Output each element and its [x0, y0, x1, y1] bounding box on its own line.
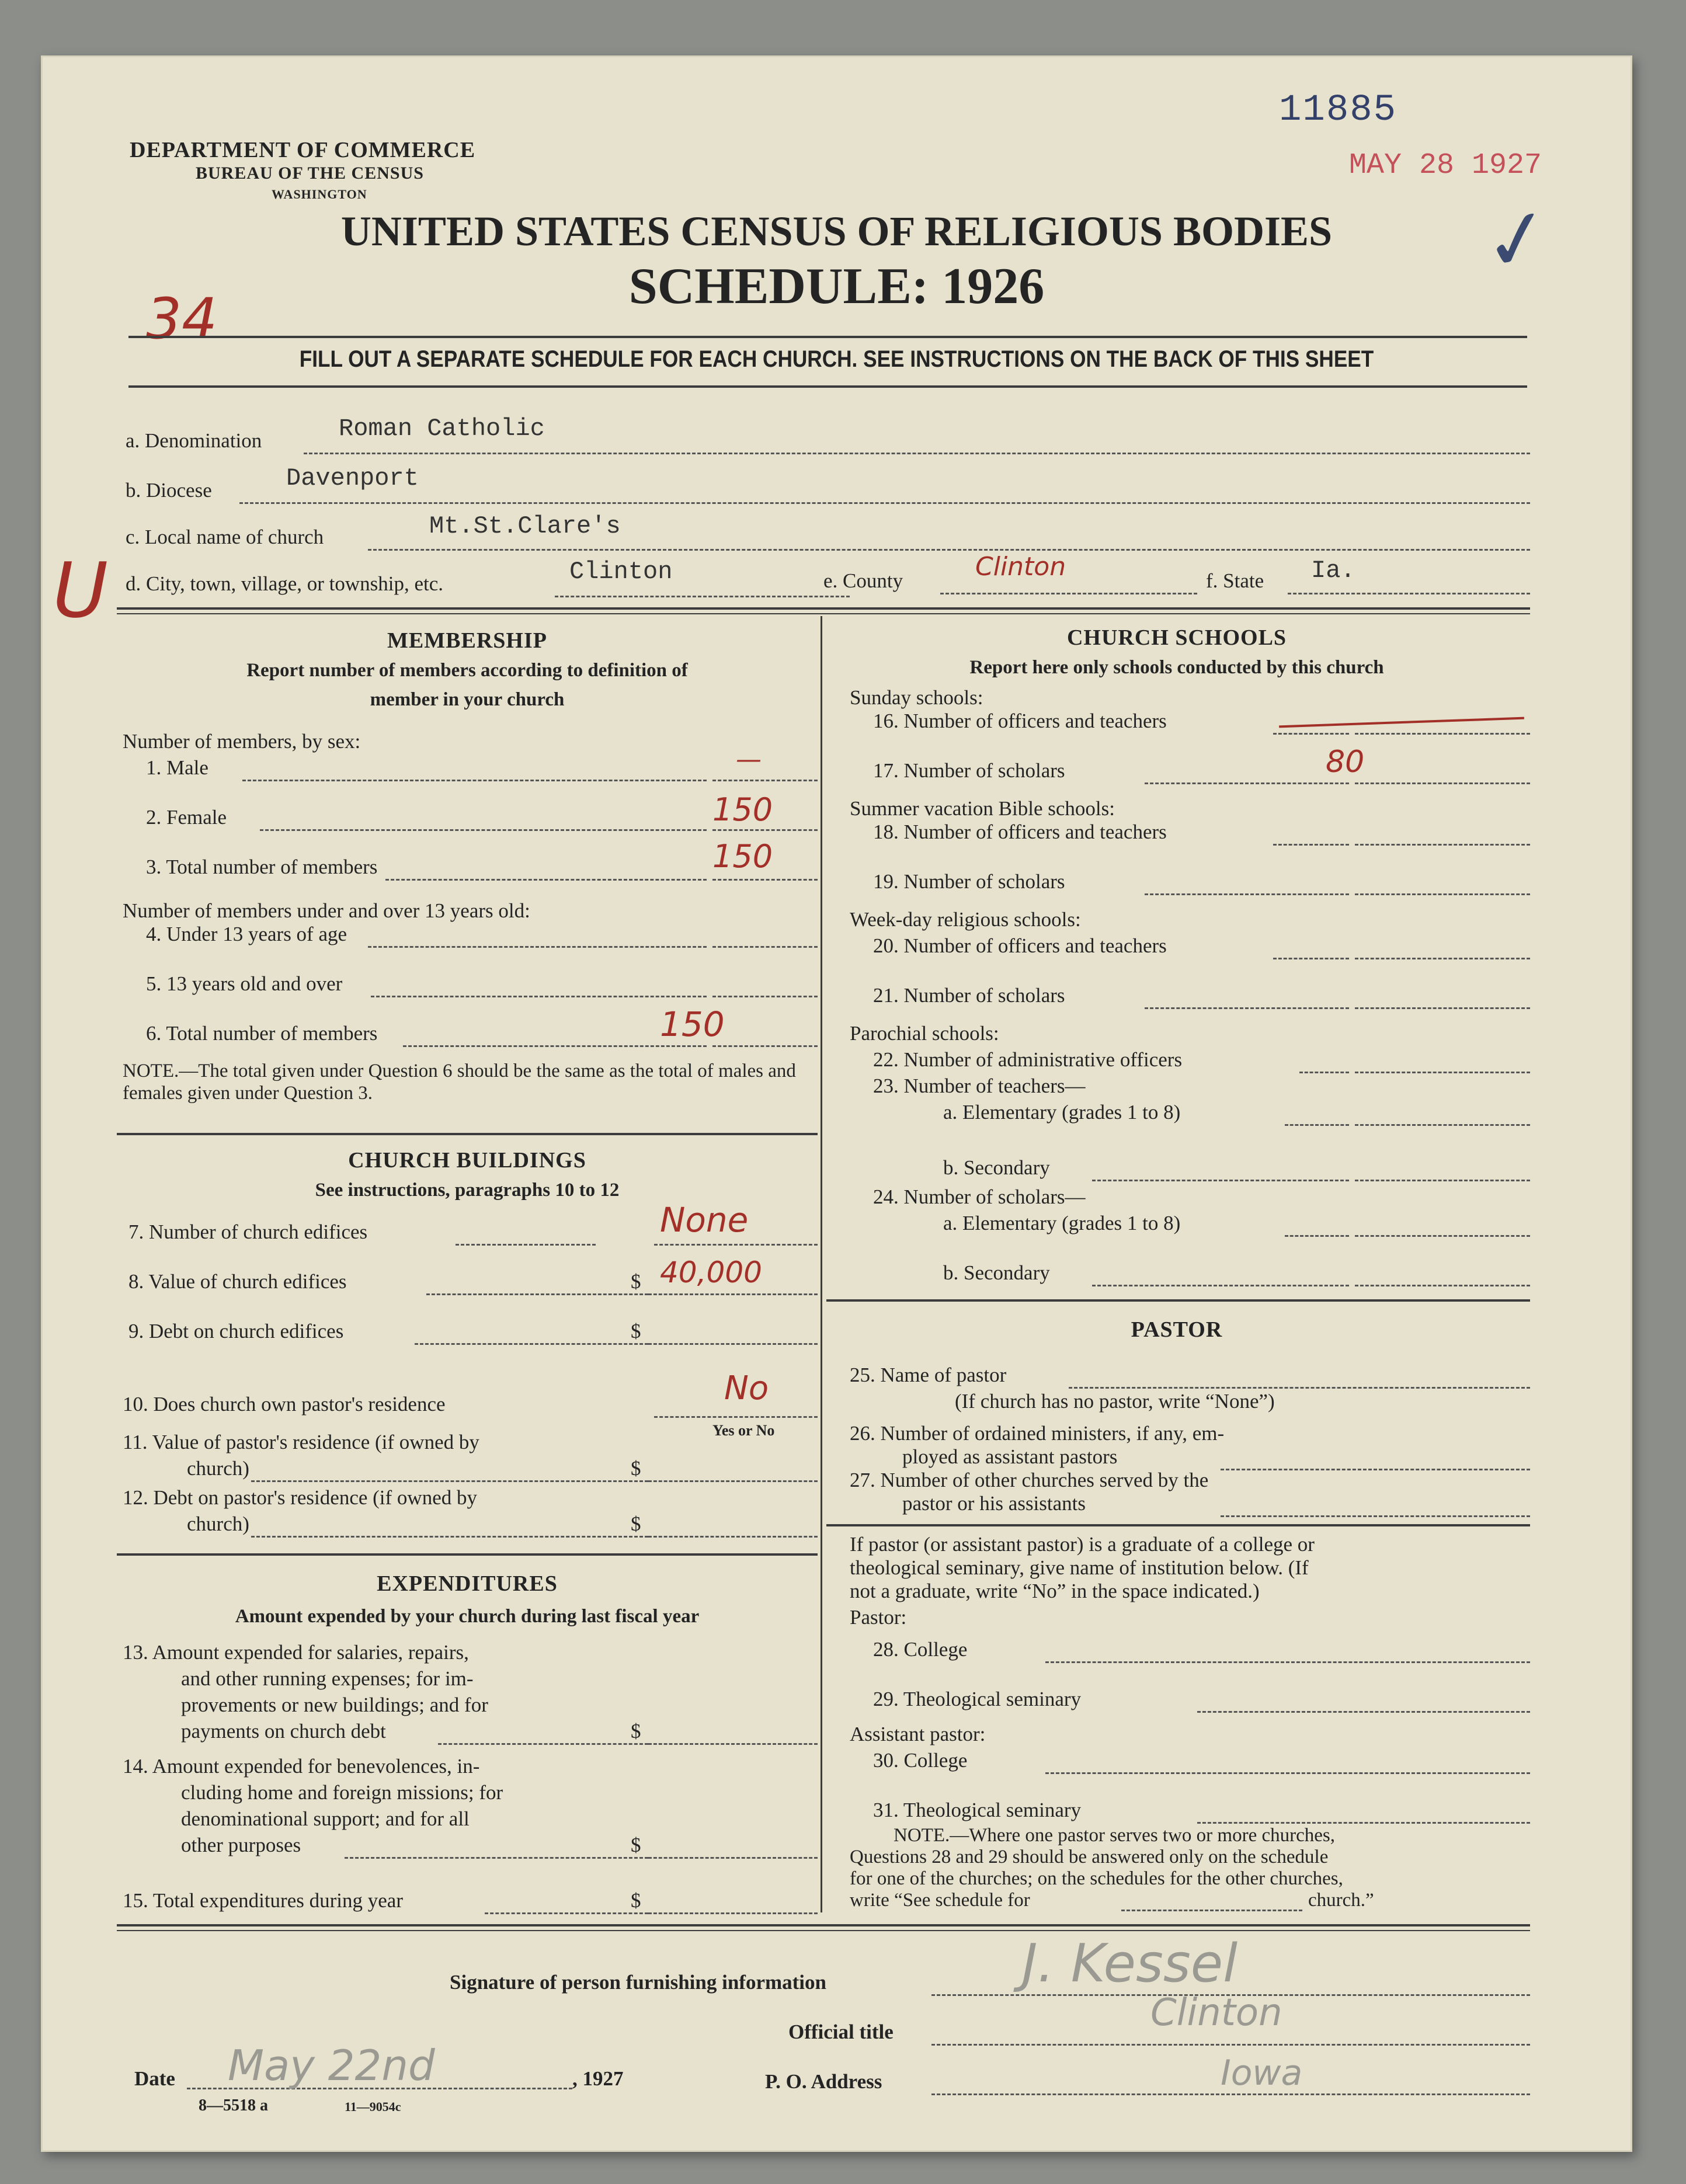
q18-label: 18. Number of officers and teachers	[873, 820, 1167, 843]
q15-label: 15. Total expenditures during year	[123, 1889, 403, 1912]
pastor-note-2: Questions 28 and 29 should be answered only on the schedule	[850, 1846, 1329, 1867]
church-name-label: c. Local name of church	[126, 526, 324, 548]
q20-label: 20. Number of officers and teachers	[873, 934, 1167, 957]
expenditures-heading: EXPENDITURES	[377, 1571, 558, 1596]
q9-dollar: $	[631, 1320, 641, 1343]
census-schedule-sheet	[41, 55, 1632, 2152]
q9-label: 9. Debt on church edifices	[128, 1320, 344, 1343]
weekday-schools-label: Week-day religious schools:	[850, 908, 1081, 931]
q8-label: 8. Value of church edifices	[128, 1270, 347, 1293]
graduate-instruction-3: not a graduate, write “No” in the space indicated.)	[850, 1580, 1260, 1602]
q16-label: 16. Number of officers and teachers	[873, 710, 1167, 732]
q11-label-2: church)	[187, 1457, 249, 1480]
q14-label-1: 14. Amount expended for benevolences, in-	[123, 1755, 480, 1778]
graduate-instruction-2: theological seminary, give name of institution below. (If	[850, 1556, 1309, 1579]
q6-label: 6. Total number of members	[146, 1022, 378, 1045]
q2-value[interactable]: 150	[712, 791, 773, 828]
membership-note: NOTE.—The total given under Question 6 should be the same as the total of males and females given under Question 3.	[123, 1060, 796, 1104]
q17-label: 17. Number of scholars	[873, 759, 1065, 782]
q13-label-3: provements or new buildings; and for	[181, 1693, 488, 1716]
q11-label-1: 11. Value of pastor's residence (if owned by	[123, 1431, 479, 1453]
q14-label-2: cluding home and foreign missions; for	[181, 1781, 503, 1804]
state-label: f. State	[1206, 569, 1264, 592]
pastor-note-3: for one of the churches; on the schedules for the other churches,	[850, 1868, 1343, 1889]
q5-label: 5. 13 years old and over	[146, 972, 343, 995]
q12-label-1: 12. Debt on pastor's residence (if owned by	[123, 1486, 477, 1509]
buildings-heading: CHURCH BUILDINGS	[348, 1148, 586, 1173]
page-mark: 34	[146, 286, 218, 352]
q13-label-1: 13. Amount expended for salaries, repairs,	[123, 1641, 469, 1664]
parochial-schools-label: Parochial schools:	[850, 1022, 999, 1045]
q27-label-1: 27. Number of other churches served by the	[850, 1469, 1209, 1491]
q14-label-4: other purposes	[181, 1834, 301, 1856]
q13-label-4: payments on church debt	[181, 1720, 386, 1743]
q25-label: 25. Name of pastor	[850, 1364, 1007, 1386]
county-label: e. County	[823, 569, 903, 592]
q13-label-2: and other running expenses; for im-	[181, 1667, 474, 1690]
q7-label: 7. Number of church edifices	[128, 1220, 368, 1243]
date-year: , 1927	[572, 2067, 624, 2090]
dept-name: DEPARTMENT OF COMMERCE	[130, 138, 476, 162]
q1-value[interactable]: —	[736, 745, 762, 774]
denomination-label: a. Denomination	[126, 429, 262, 452]
q14-dollar: $	[631, 1834, 641, 1856]
expenditures-sub: Amount expended by your church during last fiscal year	[235, 1606, 700, 1627]
po-address-value[interactable]: Iowa	[1221, 2053, 1303, 2093]
separate-schedule-instruction: FILL OUT A SEPARATE SCHEDULE FOR EACH CHURCH. SEE INSTRUCTIONS ON THE BACK OF THIS SHEET	[299, 346, 1374, 372]
q26-label-2: ployed as assistant pastors	[902, 1445, 1118, 1468]
signature-value[interactable]: J. Kessel	[1022, 1933, 1238, 1994]
q25-hint: (If church has no pastor, write “None”)	[955, 1390, 1275, 1413]
q6-value[interactable]: 150	[660, 1004, 725, 1044]
schools-heading: CHURCH SCHOOLS	[1066, 625, 1287, 650]
pastor-note-1: NOTE.—Where one pastor serves two or more churches,	[894, 1825, 1335, 1846]
q24b-label: b. Secondary	[943, 1261, 1050, 1284]
q26-label-1: 26. Number of ordained ministers, if any, em-	[850, 1422, 1225, 1445]
pastor-label: Pastor:	[850, 1606, 907, 1629]
q15-dollar: $	[631, 1889, 641, 1912]
q23-label: 23. Number of teachers—	[873, 1074, 1086, 1097]
q22-label: 22. Number of administrative officers	[873, 1048, 1183, 1071]
members-by-age-label: Number of members under and over 13 years old:	[123, 899, 530, 922]
q24-label: 24. Number of scholars—	[873, 1185, 1086, 1208]
q12-dollar: $	[631, 1512, 641, 1535]
membership-intro-2: member in your church	[370, 689, 565, 710]
church-name-value[interactable]: Mt.St.Clare's	[429, 512, 621, 540]
summer-schools-label: Summer vacation Bible schools:	[850, 797, 1115, 820]
q17-value[interactable]: 80	[1326, 745, 1365, 780]
check-mark-icon: ✓	[1476, 190, 1560, 291]
q24a-label: a. Elementary (grades 1 to 8)	[943, 1212, 1181, 1234]
q8-dollar: $	[631, 1270, 641, 1293]
diocese-label: b. Diocese	[126, 479, 212, 502]
q10-hint: Yes or No	[712, 1422, 775, 1439]
sunday-schools-label: Sunday schools:	[850, 686, 983, 709]
schools-sub: Report here only schools conducted by this church	[969, 657, 1384, 678]
q19-label: 19. Number of scholars	[873, 870, 1065, 893]
form-number-1: 8—5518 a	[199, 2096, 268, 2115]
state-value[interactable]: Ia.	[1311, 557, 1355, 585]
pastor-note-4: write “See schedule for	[850, 1890, 1030, 1911]
q3-label: 3. Total number of members	[146, 855, 378, 878]
stamp-date: MAY 28 1927	[1349, 149, 1542, 182]
city-value[interactable]: Clinton	[569, 558, 673, 586]
stamp-number: 11885	[1279, 89, 1398, 131]
q28-label: 28. College	[873, 1638, 968, 1661]
q12-label-2: church)	[187, 1512, 249, 1535]
q10-label: 10. Does church own pastor's residence	[123, 1393, 446, 1416]
buildings-sub: See instructions, paragraphs 10 to 12	[315, 1180, 620, 1201]
form-number-2: 11—9054c	[345, 2099, 401, 2114]
q14-label-3: denominational support; and for all	[181, 1807, 470, 1830]
pastor-note-4b: church.”	[1308, 1890, 1374, 1911]
margin-mark: U	[53, 546, 109, 635]
county-value[interactable]: Clinton	[975, 552, 1066, 582]
q3-value[interactable]: 150	[712, 838, 773, 875]
date-value[interactable]: May 22nd	[228, 2041, 435, 2090]
q8-value[interactable]: 40,000	[660, 1256, 762, 1289]
q27-label-2: pastor or his assistants	[902, 1492, 1086, 1515]
diocese-value[interactable]: Davenport	[286, 464, 419, 492]
q4-label: 4. Under 13 years of age	[146, 923, 347, 945]
q21-label: 21. Number of scholars	[873, 984, 1065, 1007]
city-label: d. City, town, village, or township, etc.	[126, 572, 444, 595]
q13-dollar: $	[631, 1720, 641, 1743]
q10-value[interactable]: No	[724, 1369, 769, 1407]
q11-dollar: $	[631, 1457, 641, 1480]
bureau-name: BUREAU OF THE CENSUS	[196, 164, 424, 183]
pastor-heading: PASTOR	[1131, 1317, 1223, 1342]
page-title: UNITED STATES CENSUS OF RELIGIOUS BODIES	[340, 208, 1333, 255]
assistant-pastor-label: Assistant pastor:	[850, 1723, 986, 1745]
members-by-sex-label: Number of members, by sex:	[123, 730, 361, 753]
po-address-label: P. O. Address	[765, 2070, 882, 2093]
schedule-title: SCHEDULE: 1926	[628, 258, 1045, 315]
q23b-label: b. Secondary	[943, 1156, 1050, 1179]
q31-label: 31. Theological seminary	[873, 1799, 1082, 1821]
q1-label: 1. Male	[146, 756, 208, 779]
bureau-city: WASHINGTON	[272, 187, 367, 201]
graduate-instruction-1: If pastor (or assistant pastor) is a graduate of a college or	[850, 1533, 1315, 1556]
membership-intro-1: Report number of members according to definition of	[246, 660, 688, 681]
official-title-label: Official title	[788, 2020, 894, 2043]
q2-label: 2. Female	[146, 806, 227, 829]
date-label: Date	[134, 2067, 175, 2090]
q23a-label: a. Elementary (grades 1 to 8)	[943, 1101, 1181, 1124]
q29-label: 29. Theological seminary	[873, 1688, 1082, 1710]
membership-heading: MEMBERSHIP	[387, 628, 547, 653]
signature-label: Signature of person furnishing information	[450, 1971, 826, 1994]
q7-value[interactable]: None	[660, 1200, 749, 1240]
q30-label: 30. College	[873, 1749, 968, 1772]
denomination-value[interactable]: Roman Catholic	[339, 415, 545, 443]
official-title-value[interactable]: Clinton	[1150, 1991, 1282, 2035]
